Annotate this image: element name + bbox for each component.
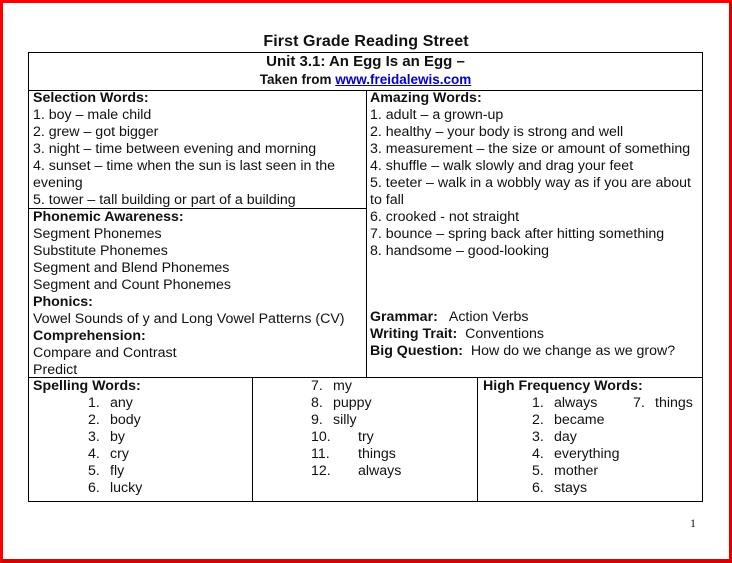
list-item: 5. fly (88, 463, 125, 479)
source-link[interactable]: www.freidalewis.com (335, 72, 472, 87)
list-item: 7. things (633, 395, 693, 411)
list-item: 4. cry (88, 446, 129, 462)
writing-trait-row (370, 326, 700, 343)
grammar-value: Action Verbs (448, 309, 529, 325)
list-item: 8. handsome – good-looking (370, 243, 550, 259)
spelling-words-cell-2 (311, 378, 471, 480)
list-item: 3. by (88, 429, 125, 445)
list-item: 4. shuffle – walk slowly and drag your feet (370, 158, 634, 174)
grammar-label: Grammar: (370, 309, 438, 325)
unit-title: Unit 3.1: An Egg Is an Egg – (266, 53, 465, 70)
list-item: 6. lucky (88, 480, 143, 496)
list-item: Segment and Blend Phonemes (33, 260, 230, 276)
writing-trait-value: Conventions (465, 326, 544, 342)
list-item: 5. tower – tall building or part of a building (33, 192, 296, 208)
list-item: 1. always (532, 395, 598, 411)
big-question-label: Big Question: (370, 343, 464, 359)
spelling-words-heading: Spelling Words: (33, 378, 141, 394)
source-prefix: Taken from (259, 72, 336, 87)
list-item: 9. silly (311, 412, 357, 428)
list-item: Vowel Sounds of y and Long Vowel Patterns (CV) (33, 311, 345, 327)
list-item: 10. try (311, 429, 374, 445)
list-item: 6. crooked - not straight (370, 209, 520, 225)
table-border-right (702, 52, 703, 502)
lesson-table (28, 52, 703, 502)
list-item: 1. adult – a grown-up (370, 107, 504, 123)
hf-col-divider (477, 377, 478, 501)
list-item: 5. mother (532, 463, 599, 479)
spelling-col-divider (252, 377, 253, 501)
list-item: 8. puppy (311, 395, 372, 411)
list-item: 12. always (311, 463, 402, 479)
skills-cell (33, 209, 365, 379)
comprehension-heading: Comprehension: (33, 328, 146, 344)
selection-words-heading: Selection Words: (33, 90, 149, 106)
list-item: 1. any (88, 395, 133, 411)
amazing-words-cell (370, 90, 700, 260)
list-item: Segment Phonemes (33, 226, 162, 242)
list-item: 2. body (88, 412, 141, 428)
header-cell (28, 53, 703, 89)
page-number: 1 (690, 516, 696, 530)
big-question-row (370, 343, 700, 360)
list-item: Substitute Phonemes (33, 243, 168, 259)
table-border-bottom (28, 501, 703, 502)
high-frequency-words-cell (483, 378, 701, 497)
writing-trait-label: Writing Trait: (370, 326, 458, 342)
grammar-cell (370, 309, 700, 360)
grammar-row (370, 309, 700, 326)
list-item: Segment and Count Phonemes (33, 277, 231, 293)
phonics-heading: Phonics: (33, 294, 93, 310)
page-title: First Grade Reading Street (263, 33, 469, 50)
list-item: 3. measurement – the size or amount of something (370, 141, 691, 157)
list-item: 5. teeter – walk in a wobbly way as if you are about to fall (370, 175, 691, 208)
selection-words-cell (33, 90, 363, 209)
list-item: 1. boy – male child (33, 107, 152, 123)
list-item: 2. healthy – your body is strong and well (370, 124, 624, 140)
list-item: 2. became (532, 412, 605, 428)
list-item: Compare and Contrast (33, 345, 177, 361)
list-item: 11. things (311, 446, 396, 462)
phonemic-awareness-heading: Phonemic Awareness: (33, 209, 184, 225)
list-item: 6. stays (532, 480, 588, 496)
list-item: 4. everything (532, 446, 620, 462)
source-line (28, 71, 703, 89)
list-item: 7. my (311, 378, 352, 394)
list-item: Predict (33, 362, 78, 378)
list-item: 2. grew – got bigger (33, 124, 159, 140)
high-frequency-heading: High Frequency Words: (483, 378, 643, 394)
amazing-words-heading: Amazing Words: (370, 90, 482, 106)
big-question-value: How do we change as we grow? (470, 343, 676, 359)
list-item: 3. night – time between evening and morning (33, 141, 317, 157)
list-item: 3. day (532, 429, 577, 445)
list-item: 4. sunset – time when the sun is last seen in the evening (33, 158, 336, 191)
table-border-left (28, 52, 29, 502)
spelling-words-cell (33, 378, 251, 497)
center-divider (366, 90, 367, 377)
list-item: 7. bounce – spring back after hitting something (370, 226, 665, 242)
